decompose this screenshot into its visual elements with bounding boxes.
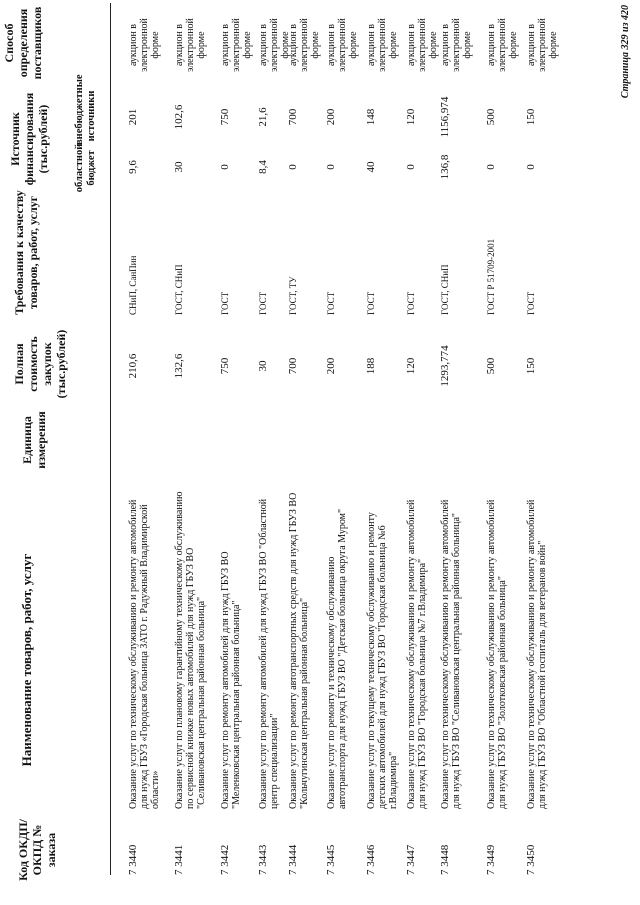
row-kod: 7 3440 [127, 844, 139, 875]
row-kod: 7 3447 [405, 844, 417, 875]
row-regional-budget: 30 [173, 161, 185, 173]
row-method: аукцион в электронной форме [326, 18, 359, 72]
row-regional-budget: 0 [525, 164, 537, 170]
row-method: аукцион в электронной форме [220, 18, 253, 72]
header-total: Полная стоимость закупок (тыс.рублей) [12, 329, 68, 399]
row-regional-budget: 0 [325, 164, 337, 170]
row-name: Оказание услуг по техническому обслуживанию и ремонту автомобилей для нужд ГБУЗ ВО "Городская больница №7 г.Владимира" [406, 499, 428, 809]
row-total: 30 [257, 360, 269, 372]
row-regional-budget: 0 [405, 164, 417, 170]
row-name: Оказание услуг по текущему техническому обслуживанию и ремонту детских автомобилей для нужд ГБУЗ ВО "Городская больница №6 г.Владимира" [366, 512, 399, 809]
row-method: аукцион в электронной форме [486, 18, 519, 72]
row-method: аукцион в электронной форме [366, 18, 399, 72]
row-regional-budget: 0 [485, 164, 497, 170]
row-requirements: ГОСТ, СНиП [174, 264, 184, 315]
row-extra-budget: 21,6 [257, 107, 269, 127]
header-requirements: Требования к качеству товаров, работ, услуг [12, 190, 40, 315]
row-name: Оказание услуг по ремонту автомобилей для нужд ГБУЗ ВО "Областной центр специализации" [258, 498, 280, 809]
row-extra-budget: 120 [405, 108, 417, 126]
row-method: аукцион в электронной форме [406, 18, 439, 72]
row-requirements: ГОСТ, ТУ [288, 276, 298, 315]
row-name: Оказание услуг по техническому обслуживанию и ремонту автомобилей для нужд ГБУЗ «Городская больница ЗАТО г. Радужный Владимирской области» [128, 499, 161, 809]
row-requirements: СНиП, СанПин [128, 255, 138, 315]
row-extra-budget: 750 [219, 108, 231, 126]
row-kod: 7 3441 [173, 844, 185, 875]
row-method: аукцион в электронной форме [128, 18, 161, 72]
row-extra-budget: 700 [287, 108, 299, 126]
row-total: 750 [219, 357, 231, 375]
row-regional-budget: 8,4 [257, 160, 269, 174]
header-unit: Единица измерения [20, 411, 48, 469]
header-name: Наименование товаров, работ, услуг [19, 553, 34, 767]
row-regional-budget: 9,6 [127, 160, 139, 174]
row-total: 210,6 [127, 353, 139, 379]
header-source: Источник финансирования (тыс.рублей) [8, 92, 50, 186]
row-method: аукцион в электронной форме [526, 18, 559, 72]
row-kod: 7 3444 [287, 844, 299, 875]
row-total: 700 [287, 357, 299, 375]
row-kod: 7 3446 [365, 844, 377, 875]
row-total: 200 [325, 357, 337, 375]
row-requirements: ГОСТ [258, 291, 268, 315]
row-extra-budget: 200 [325, 108, 337, 126]
row-name: Оказание услуг по ремонту автотранспортных средств для нужд ГБУЗ ВО "Кольчугинская центральная районная больница" [288, 492, 310, 809]
row-method: аукцион в электронной форме [174, 18, 207, 72]
row-total: 500 [485, 357, 497, 375]
row-name: Оказание услуг по техническому обслуживанию и ремонту автомобилей для нужд ГБУЗ ВО "Золотковская районная больница" [486, 499, 508, 809]
row-method: аукцион в электронной форме [288, 18, 321, 72]
row-total: 1293,774 [439, 345, 451, 387]
row-extra-budget: 102,6 [173, 104, 185, 130]
row-requirements: ГОСТ [326, 291, 336, 315]
row-requirements: ГОСТ [406, 291, 416, 315]
row-regional-budget: 40 [365, 161, 377, 173]
page-footer: Страница 329 из 420 [620, 5, 631, 99]
header-source-regional: областной бюджет [74, 143, 97, 193]
row-total: 132,6 [173, 353, 185, 379]
row-total: 150 [525, 357, 537, 375]
header-method: Способ определения поставщиков [2, 6, 44, 80]
row-regional-budget: 136,8 [439, 154, 451, 180]
header-divider [110, 3, 111, 875]
row-extra-budget: 201 [127, 108, 139, 126]
row-extra-budget: 500 [485, 108, 497, 126]
row-total: 120 [405, 357, 417, 375]
row-kod: 7 3443 [257, 844, 269, 875]
row-method: аукцион в электронной форме [258, 18, 291, 72]
row-name: Оказание услуг по техническому обслуживанию и ремонту автомобилей для нужд ГБУЗ ВО "Областной госпиталь для ветеранов войн" [526, 499, 548, 809]
row-kod: 7 3450 [525, 844, 537, 875]
header-source-extra: внебюджетные источники [74, 74, 97, 145]
row-kod: 7 3448 [439, 844, 451, 875]
row-requirements: ГОСТ [526, 291, 536, 315]
row-kod: 7 3449 [485, 844, 497, 875]
row-requirements: ГОСТ [366, 291, 376, 315]
row-name: Оказание услуг по ремонту автомобилей для нужд ГБУЗ ВО "Меленковская центральная районная больница" [220, 551, 242, 809]
row-name: Оказание услуг по техническому обслуживанию и ремонту автомобилей для нужд ГБУЗ ВО "Селивановская центральная районная больница" [440, 499, 462, 809]
row-requirements: ГОСТ, СНиП [440, 264, 450, 315]
row-kod: 7 3442 [219, 844, 231, 875]
row-extra-budget: 148 [365, 108, 377, 126]
row-name: Оказание услуг по ремонту и техническому обслуживанию автотранспорта для нужд ГБУЗ ВО "Детская больница округа Муром" [326, 508, 348, 809]
row-name: Оказание услуг по плановому гарантийному техническому обслуживанию по сервисной книжке новых автомобилей для нужд ГБУЗ ВО "Селивановская центральная районная больница" [174, 491, 207, 809]
row-total: 188 [365, 357, 377, 375]
row-kod: 7 3445 [325, 844, 337, 875]
row-regional-budget: 0 [287, 164, 299, 170]
row-extra-budget: 150 [525, 108, 537, 126]
header-kod: Код ОКДП/ ОКПД № заказа [16, 819, 58, 881]
row-method: аукцион в электронной форме [440, 18, 473, 72]
row-requirements: ГОСТ Р 51709-2001 [486, 238, 496, 315]
row-requirements: ГОСТ [220, 291, 230, 315]
row-extra-budget: 1156,974 [439, 96, 451, 138]
row-regional-budget: 0 [219, 164, 231, 170]
